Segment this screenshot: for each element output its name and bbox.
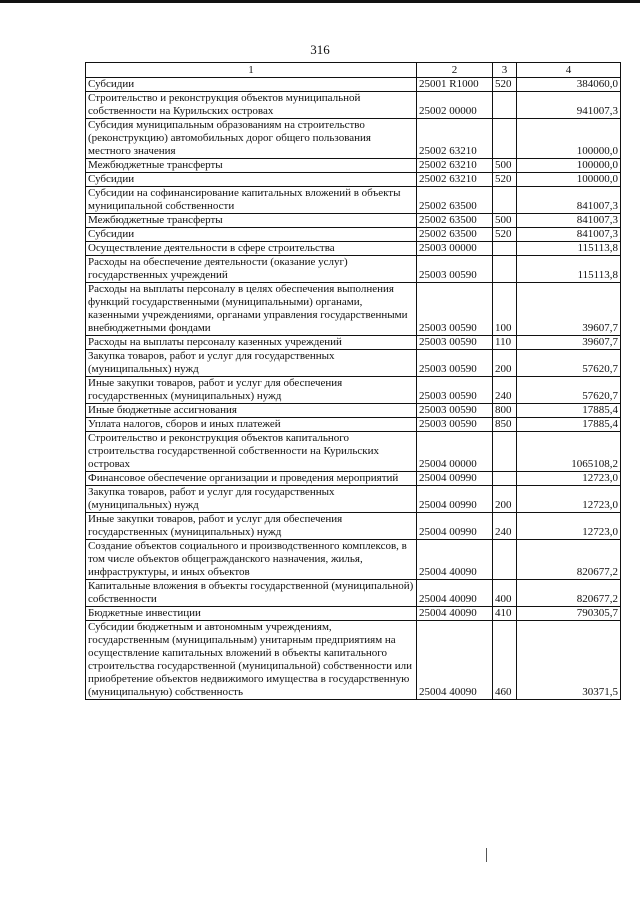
row-code-cell: 25003 00590 bbox=[417, 404, 493, 418]
row-type-cell: 400 bbox=[493, 580, 517, 607]
table-row bbox=[86, 173, 621, 187]
row-name-cell: Межбюджетные трансферты bbox=[86, 159, 417, 173]
row-name-cell: Межбюджетные трансферты bbox=[86, 214, 417, 228]
column-header: 3 bbox=[493, 63, 517, 78]
row-type-cell bbox=[493, 242, 517, 256]
row-code-cell: 25002 63210 bbox=[417, 159, 493, 173]
row-name-cell: Субсидия муниципальным образованиям на строительство (реконструкцию) автомобильных дорог общего пользования местного значения bbox=[86, 119, 417, 159]
row-type-cell bbox=[493, 119, 517, 159]
row-code-cell: 25003 00590 bbox=[417, 377, 493, 404]
page-number: 316 bbox=[310, 42, 330, 57]
row-type-cell: 520 bbox=[493, 78, 517, 92]
row-code-cell: 25004 00990 bbox=[417, 513, 493, 540]
table-header-row bbox=[86, 63, 621, 78]
row-sum-cell: 17885,4 bbox=[517, 404, 621, 418]
row-sum-cell: 841007,3 bbox=[517, 228, 621, 242]
table-row bbox=[86, 214, 621, 228]
row-name-cell: Осуществление деятельности в сфере строительства bbox=[86, 242, 417, 256]
table-row bbox=[86, 350, 621, 377]
row-code-cell: 25002 63210 bbox=[417, 119, 493, 159]
row-code-cell: 25002 00000 bbox=[417, 92, 493, 119]
table-row bbox=[86, 404, 621, 418]
row-code-cell: 25004 40090 bbox=[417, 540, 493, 580]
row-name-cell: Иные закупки товаров, работ и услуг для обеспечения государственных (муниципальных) нужд bbox=[86, 377, 417, 404]
row-type-cell: 500 bbox=[493, 214, 517, 228]
row-name-cell: Расходы на выплаты персоналу в целях обеспечения выполнения функций государственными (муниципальными) органами, казенными учреждениями, органами управления государственными внебюджетными фондами bbox=[86, 283, 417, 336]
table-row bbox=[86, 418, 621, 432]
row-sum-cell: 115113,8 bbox=[517, 242, 621, 256]
table-row bbox=[86, 472, 621, 486]
row-code-cell: 25002 63500 bbox=[417, 228, 493, 242]
row-code-cell: 25004 40090 bbox=[417, 607, 493, 621]
row-code-cell: 25004 00990 bbox=[417, 472, 493, 486]
table-row bbox=[86, 336, 621, 350]
row-type-cell: 100 bbox=[493, 283, 517, 336]
row-name-cell: Иные бюджетные ассигнования bbox=[86, 404, 417, 418]
row-type-cell: 200 bbox=[493, 486, 517, 513]
table-row bbox=[86, 228, 621, 242]
row-type-cell: 410 bbox=[493, 607, 517, 621]
row-name-cell: Иные закупки товаров, работ и услуг для обеспечения государственных (муниципальных) нужд bbox=[86, 513, 417, 540]
table-row bbox=[86, 187, 621, 214]
row-type-cell: 850 bbox=[493, 418, 517, 432]
row-sum-cell: 12723,0 bbox=[517, 472, 621, 486]
row-name-cell: Закупка товаров, работ и услуг для государственных (муниципальных) нужд bbox=[86, 486, 417, 513]
row-name-cell: Бюджетные инвестиции bbox=[86, 607, 417, 621]
row-sum-cell: 12723,0 bbox=[517, 513, 621, 540]
row-name-cell: Субсидии bbox=[86, 228, 417, 242]
row-code-cell: 25003 00000 bbox=[417, 242, 493, 256]
row-sum-cell: 39607,7 bbox=[517, 283, 621, 336]
table-row bbox=[86, 256, 621, 283]
row-sum-cell: 57620,7 bbox=[517, 377, 621, 404]
table-row bbox=[86, 283, 621, 336]
row-sum-cell: 941007,3 bbox=[517, 92, 621, 119]
column-header: 4 bbox=[517, 63, 621, 78]
row-sum-cell: 790305,7 bbox=[517, 607, 621, 621]
table-row bbox=[86, 607, 621, 621]
row-type-cell: 460 bbox=[493, 621, 517, 700]
row-code-cell: 25004 00000 bbox=[417, 432, 493, 472]
row-type-cell bbox=[493, 256, 517, 283]
row-code-cell: 25004 40090 bbox=[417, 580, 493, 607]
table-row bbox=[86, 513, 621, 540]
row-sum-cell: 100000,0 bbox=[517, 173, 621, 187]
column-header: 1 bbox=[86, 63, 417, 78]
row-code-cell: 25004 40090 bbox=[417, 621, 493, 700]
row-sum-cell: 384060,0 bbox=[517, 78, 621, 92]
row-type-cell: 240 bbox=[493, 513, 517, 540]
row-name-cell: Субсидии бюджетным и автономным учреждениям, государственным (муниципальным) унитарным предприятиям на осуществление капитальных вложений в объекты капитального строительства государственной (муниципальной) собственности или приобретение объектов недвижимого имущества в государственную (муниципальную) собственность bbox=[86, 621, 417, 700]
budget-table bbox=[85, 62, 621, 700]
top-edge-line bbox=[0, 0, 640, 3]
row-type-cell: 240 bbox=[493, 377, 517, 404]
row-type-cell: 110 bbox=[493, 336, 517, 350]
table-row bbox=[86, 242, 621, 256]
row-code-cell: 25003 00590 bbox=[417, 336, 493, 350]
row-sum-cell: 841007,3 bbox=[517, 187, 621, 214]
table-row bbox=[86, 92, 621, 119]
row-code-cell: 25002 63210 bbox=[417, 173, 493, 187]
row-name-cell: Капитальные вложения в объекты государственной (муниципальной) собственности bbox=[86, 580, 417, 607]
row-sum-cell: 100000,0 bbox=[517, 119, 621, 159]
table-row bbox=[86, 540, 621, 580]
row-type-cell bbox=[493, 187, 517, 214]
table-row bbox=[86, 580, 621, 607]
row-type-cell bbox=[493, 92, 517, 119]
row-type-cell: 800 bbox=[493, 404, 517, 418]
row-code-cell: 25004 00990 bbox=[417, 486, 493, 513]
row-sum-cell: 820677,2 bbox=[517, 540, 621, 580]
table-row bbox=[86, 621, 621, 700]
row-sum-cell: 100000,0 bbox=[517, 159, 621, 173]
row-code-cell: 25002 63500 bbox=[417, 214, 493, 228]
row-code-cell: 25003 00590 bbox=[417, 283, 493, 336]
row-sum-cell: 115113,8 bbox=[517, 256, 621, 283]
row-type-cell bbox=[493, 540, 517, 580]
row-name-cell: Субсидии bbox=[86, 173, 417, 187]
row-type-cell: 200 bbox=[493, 350, 517, 377]
row-name-cell: Уплата налогов, сборов и иных платежей bbox=[86, 418, 417, 432]
row-sum-cell: 841007,3 bbox=[517, 214, 621, 228]
row-name-cell: Расходы на обеспечение деятельности (оказание услуг) государственных учреждений bbox=[86, 256, 417, 283]
row-sum-cell: 39607,7 bbox=[517, 336, 621, 350]
row-code-cell: 25002 63500 bbox=[417, 187, 493, 214]
row-type-cell: 500 bbox=[493, 159, 517, 173]
row-name-cell: Строительство и реконструкция объектов муниципальной собственности на Курильских островах bbox=[86, 92, 417, 119]
row-sum-cell: 1065108,2 bbox=[517, 432, 621, 472]
row-code-cell: 25003 00590 bbox=[417, 350, 493, 377]
row-type-cell bbox=[493, 432, 517, 472]
row-name-cell: Строительство и реконструкция объектов капитального строительства государственной собственности на Курильских островах bbox=[86, 432, 417, 472]
row-type-cell bbox=[493, 472, 517, 486]
row-sum-cell: 820677,2 bbox=[517, 580, 621, 607]
table-row bbox=[86, 159, 621, 173]
row-code-cell: 25001 R1000 bbox=[417, 78, 493, 92]
row-sum-cell: 17885,4 bbox=[517, 418, 621, 432]
row-name-cell: Субсидии bbox=[86, 78, 417, 92]
row-name-cell: Финансовое обеспечение организации и проведения мероприятий bbox=[86, 472, 417, 486]
row-type-cell: 520 bbox=[493, 173, 517, 187]
row-sum-cell: 30371,5 bbox=[517, 621, 621, 700]
row-sum-cell: 12723,0 bbox=[517, 486, 621, 513]
row-name-cell: Субсидии на софинансирование капитальных вложений в объекты муниципальной собственности bbox=[86, 187, 417, 214]
row-name-cell: Расходы на выплаты персоналу казенных учреждений bbox=[86, 336, 417, 350]
row-code-cell: 25003 00590 bbox=[417, 418, 493, 432]
row-name-cell: Создание объектов социального и производственного комплексов, в том числе объектов общегражданского назначения, жилья, инфраструктуры, и иных объектов bbox=[86, 540, 417, 580]
table-row bbox=[86, 377, 621, 404]
table-row bbox=[86, 432, 621, 472]
table-row bbox=[86, 119, 621, 159]
row-sum-cell: 57620,7 bbox=[517, 350, 621, 377]
row-code-cell: 25003 00590 bbox=[417, 256, 493, 283]
row-type-cell: 520 bbox=[493, 228, 517, 242]
row-name-cell: Закупка товаров, работ и услуг для государственных (муниципальных) нужд bbox=[86, 350, 417, 377]
column-header: 2 bbox=[417, 63, 493, 78]
table-row bbox=[86, 486, 621, 513]
scan-mark bbox=[486, 848, 487, 862]
table-row bbox=[86, 78, 621, 92]
